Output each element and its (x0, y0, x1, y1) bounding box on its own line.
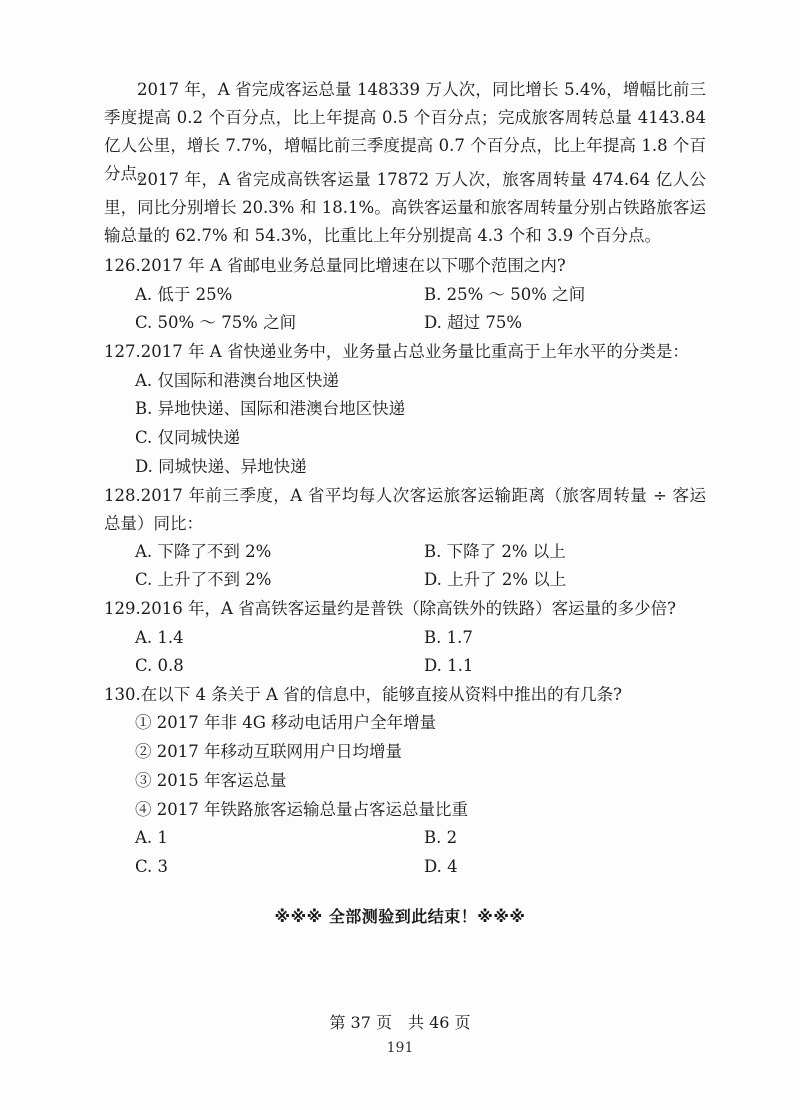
question-130-item-2: ② 2017 年移动互联网用户日均增量 (135, 742, 402, 761)
question-126-option-a: A. 低于 25% (135, 285, 233, 304)
question-129-stem: 129.2016 年，A 省高铁客运量约是普铁（除高铁外的铁路）客运量的多少倍? (104, 599, 676, 618)
question-130-item-4: ④ 2017 年铁路旅客运输总量占客运总量比重 (135, 800, 468, 819)
passage-paragraph-2: 2017 年，A 省完成高铁客运量 17872 万人次，旅客周转量 474.64 亿人公里，同比分别增长 20.3% 和 18.1%。高铁客运量和旅客周转量分别占铁路旅客运输总量的 62.7% 和 54.3%，比重比上年分别提高 4.3 个和 3.9 个百分点。 (104, 170, 706, 245)
question-130-stem: 130.在以下 4 条关于 A 省的信息中，能够直接从资料中推出的有几条? (104, 685, 622, 704)
question-129-option-c: C. 0.8 (135, 656, 184, 675)
question-130-option-d: D. 4 (424, 857, 458, 876)
question-128-option-c: C. 上升了不到 2% (135, 570, 272, 589)
question-127-option-a: A. 仅国际和港澳台地区快递 (135, 371, 339, 390)
question-128-option-b: B. 下降了 2% 以上 (424, 542, 566, 561)
question-129-option-d: D. 1.1 (424, 656, 474, 675)
question-130-item-1: ① 2017 年非 4G 移动电话用户全年增量 (135, 713, 437, 732)
question-128-stem: 128.2017 年前三季度，A 省平均每人次客运旅客运输距离（旅客周转量 ÷ 客运总量）同比： (104, 486, 706, 533)
question-126-stem: 126.2017 年 A 省邮电业务总量同比增速在以下哪个范围之内? (104, 256, 566, 275)
question-130-option-c: C. 3 (135, 857, 169, 876)
question-128-option-a: A. 下降了不到 2% (135, 542, 272, 561)
end-of-test-notice: ※※※ 全部测验到此结束！※※※ (274, 907, 526, 926)
passage-paragraph-1: 2017 年，A 省完成客运总量 148339 万人次，同比增长 5.4%，增幅比前三季度提高 0.2 个百分点，比上年提高 0.5 个百分点；完成旅客周转总量 4143.84 亿人公里，增长 7.7%，增幅比前三季度提高 0.7 个百分点，比上年提高 1.8 个百分点。 (104, 80, 706, 183)
question-130-option-a: A. 1 (135, 828, 168, 847)
book-page-number: 191 (386, 1040, 414, 1056)
question-126-option-c: C. 50% ～ 75% 之间 (135, 313, 297, 332)
question-130-option-b: B. 2 (424, 828, 458, 847)
question-127-option-c: C. 仅同城快递 (135, 428, 241, 447)
question-126-option-d: D. 超过 75% (424, 313, 523, 332)
question-127-option-b: B. 异地快递、国际和港澳台地区快递 (135, 399, 406, 418)
question-130-item-3: ③ 2015 年客运总量 (135, 771, 287, 790)
question-127-stem: 127.2017 年 A 省快递业务中，业务量占总业务量比重高于上年水平的分类是： (104, 342, 689, 361)
page-number-label: 第 37 页 共 46 页 (329, 1013, 471, 1032)
question-129-option-b: B. 1.7 (424, 628, 473, 647)
question-127-option-d: D. 同城快递、异地快递 (135, 457, 307, 476)
question-126-option-b: B. 25% ～ 50% 之间 (424, 285, 586, 304)
question-129-option-a: A. 1.4 (135, 628, 184, 647)
question-128-option-d: D. 上升了 2% 以上 (424, 570, 567, 589)
